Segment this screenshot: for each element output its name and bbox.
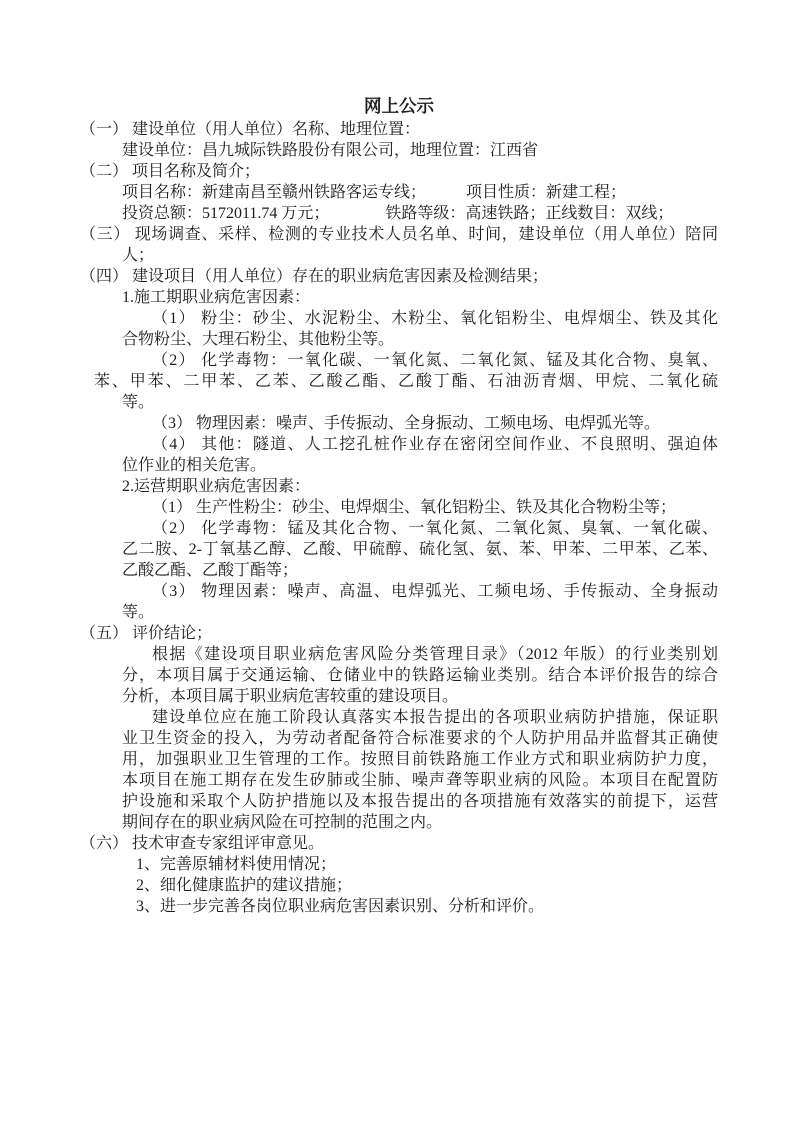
doc-line: （2） 化学毒物：一氧化碳、一氧化氮、二氧化氮、锰及其化合物、臭氧、 (152, 352, 718, 369)
doc-line: 人； (122, 247, 155, 264)
doc-line: （3） 物理因素：噪声、高温、电焊弧光、工频电场、手传振动、全身振动 (152, 583, 718, 600)
doc-line: 分析，本项目属于职业病危害较重的建设项目。 (122, 688, 459, 705)
doc-line: 建设单位应在施工阶段认真落实本报告提出的各项职业病防护措施，保证职 (152, 709, 718, 726)
doc-line: 分，本项目属于交通运输、仓储业中的铁路运输业类别。结合本评价报告的综合 (122, 667, 718, 684)
section-heading: （一） 建设单位（用人单位）名称、地理位置： (80, 121, 421, 138)
section-heading: （四） 建设项目（用人单位）存在的职业病危害因素及检测结果； (80, 268, 549, 285)
doc-line: 苯、甲苯、二甲苯、乙苯、乙酸乙酯、乙酸丁酯、石油沥青烟、甲烷、二氧化硫 (94, 373, 718, 390)
doc-line: 根据《建设项目职业病危害风险分类管理目录》（2012 年版）的行业类别划 (152, 646, 718, 663)
doc-line: 期间存在的职业病风险在可控制的范围之内。 (122, 814, 443, 831)
list-item: 1、完善原辅材料使用情况； (136, 856, 337, 873)
section-heading: （二） 项目名称及简介； (80, 163, 261, 180)
doc-line: 项目名称：新建南昌至赣州铁路客运专线； 项目性质：新建工程； (122, 184, 627, 201)
subsection-heading: 1.施工期职业病危害因素： (122, 289, 311, 306)
doc-line: 乙二胺、2-丁氧基乙醇、乙酸、甲硫醇、硫化氢、氨、苯、甲苯、二甲苯、乙苯、 (122, 541, 718, 558)
doc-line: （1） 生产性粉尘：砂尘、电焊烟尘、氧化铝粉尘、铁及其化合物粉尘等； (152, 499, 677, 516)
doc-line: （3） 物理因素：噪声、手传振动、全身振动、工频电场、电焊弧光等。 (152, 415, 661, 432)
section-heading: （三） 现场调查、采样、检测的专业技术人员名单、时间，建设单位（用人单位）陪同 (80, 226, 718, 243)
section-heading: （五） 评价结论； (80, 625, 213, 642)
doc-line: 位作业的相关危害。 (122, 457, 267, 474)
doc-line: 业卫生资金的投入，为劳动者配备符合标准要求的个人防护用品并监督其正确使 (122, 730, 718, 747)
doc-line: 用，加强职业卫生管理的工作。按照目前铁路施工作业方式和职业病防护力度， (122, 751, 718, 768)
document-body (80, 96, 718, 917)
list-item: 2、细化健康监护的建议措施； (136, 877, 353, 894)
doc-line: 乙酸乙酯、乙酸丁酯等； (122, 562, 299, 579)
doc-line: 合物粉尘、大理石粉尘、其他粉尘等。 (122, 331, 395, 348)
doc-line: 本项目在施工期存在发生矽肺或尘肺、噪声聋等职业病的风险。本项目在配置防 (122, 772, 718, 789)
doc-line: 等。 (122, 604, 155, 621)
doc-line: （1） 粉尘：砂尘、水泥粉尘、木粉尘、氧化铝粉尘、电焊烟尘、铁及其化 (152, 310, 718, 327)
doc-line: 投资总额：5172011.74 万元； 铁路等级：高速铁路；正线数目：双线； (122, 205, 674, 222)
page-title: 网上公示 (364, 96, 434, 116)
doc-line: （2） 化学毒物：锰及其化合物、一氧化氮、二氧化氮、臭氧、一氧化碳、 (152, 520, 718, 537)
subsection-heading: 2.运营期职业病危害因素： (122, 478, 311, 495)
doc-line: （4） 其他：隧道、人工挖孔桩作业存在密闭空间作业、不良照明、强迫体 (152, 436, 718, 453)
doc-line: 等。 (122, 394, 155, 411)
doc-line: 建设单位：昌九城际铁路股份有限公司，地理位置：江西省 (122, 142, 539, 159)
list-item: 3、进一步完善各岗位职业病危害因素识别、分析和评价。 (136, 898, 545, 915)
doc-line: 护设施和采取个人防护措施以及本报告提出的各项措施有效落实的前提下，运营 (122, 793, 718, 810)
section-heading: （六） 技术审查专家组评审意见。 (80, 835, 325, 852)
